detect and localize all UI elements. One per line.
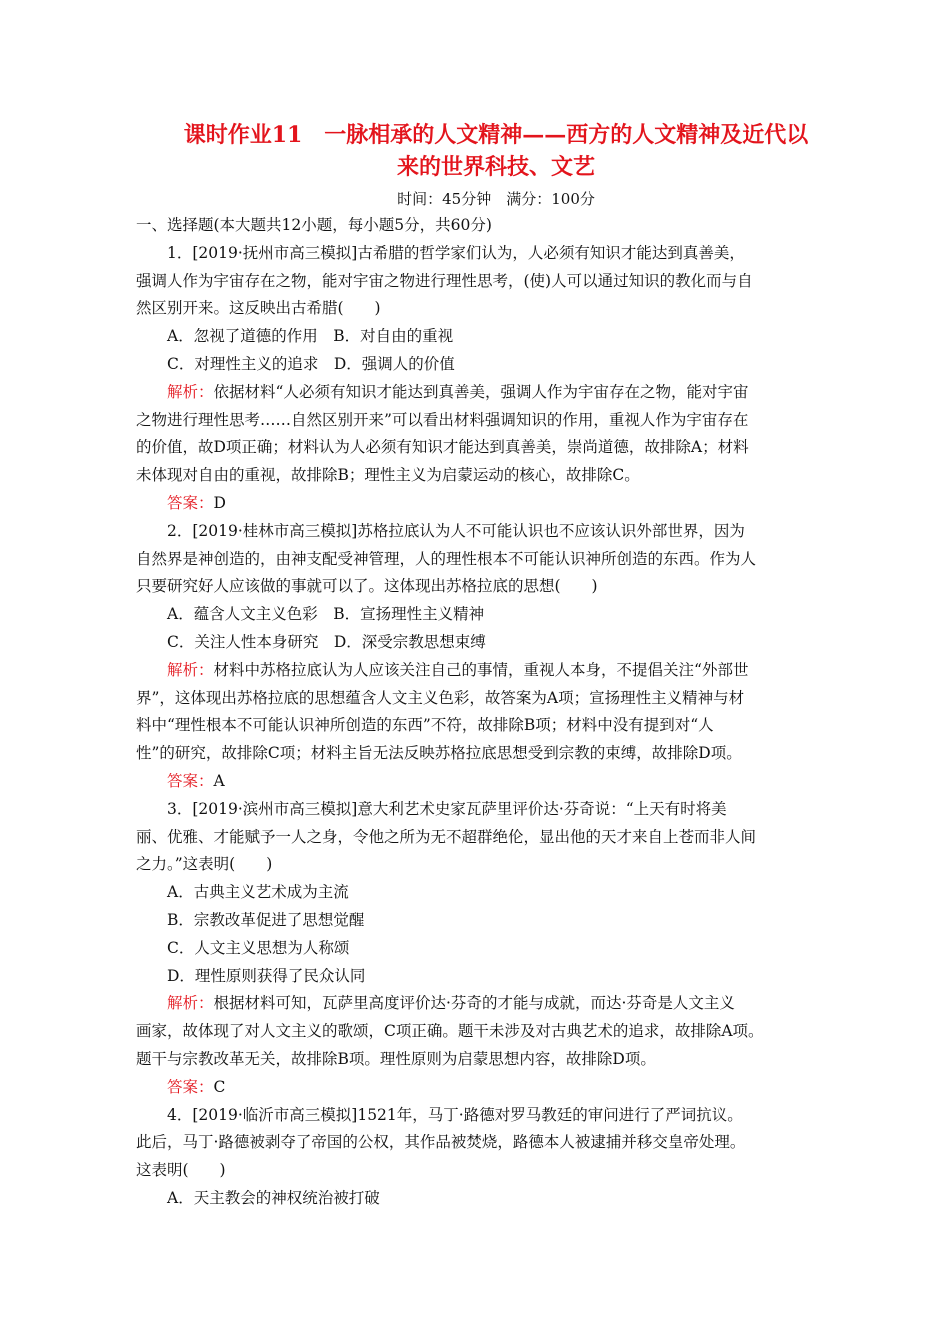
analysis-line: 未体现对自由的重视，故排除B；理性主义为启蒙运动的核心，故排除C。: [136, 466, 640, 485]
question-stem-line: 3．[2019·滨州市高三模拟]意大利艺术史家瓦萨里评价达·芬奇说：“上天有时将美: [167, 799, 727, 818]
analysis-text: 材料中苏格拉底认为人应该关注自己的事情，重视人本身，不提倡关注“外部世: [213, 660, 749, 679]
answer-line: [136, 768, 816, 796]
analysis-label: 解析：: [167, 660, 214, 679]
option-line: D．理性原则获得了民众认同: [167, 966, 366, 985]
question-stem-line: 强调人作为宇宙存在之物，能对宇宙之物进行理性思考，(使)人可以通过知识的教化而与自: [136, 271, 753, 290]
question-stem-line: 2．[2019·桂林市高三模拟]苏格拉底认为人不可能认识也不应该认识外部世界，因为: [167, 521, 745, 540]
analysis-line: 界”，这体现出苏格拉底的思想蕴含人文主义色彩，故答案为A项；宣扬理性主义精神与材: [136, 688, 745, 707]
analysis-text: 依据材料“人必须有知识才能达到真善美，强调人作为宇宙存在之物，能对宇宙: [213, 382, 749, 401]
option-line: A．天主教会的神权统治被打破: [167, 1188, 380, 1207]
analysis-label: 解析：: [167, 382, 214, 401]
analysis-line: 画家，故体现了对人文主义的歌颂，C项正确。题干未涉及对古典艺术的追求，故排除A项。: [136, 1022, 764, 1041]
option-line: C．对理性主义的追求 D．强调人的价值: [167, 354, 455, 373]
option-line: A．忽视了道德的作用 B．对自由的重视: [167, 327, 454, 346]
question-3: [136, 796, 816, 1102]
page-title: [136, 119, 856, 183]
analysis-text: 根据材料可知，瓦萨里高度评价达·芬奇的才能与成就，而达·芬奇是人文主义: [213, 994, 735, 1013]
answer-value: A: [213, 771, 225, 790]
question-stem-line: 然区别开来。这反映出古希腊( ): [136, 299, 381, 318]
section-heading: 一、选择题(本大题共12小题，每小题5分，共60分): [136, 216, 492, 234]
time-score-line: 时间：45分钟 满分：100分: [397, 190, 595, 208]
title-line-2: 来的世界科技、文艺: [396, 154, 595, 180]
option-line: C．关注人性本身研究 D．深受宗教思想束缚: [167, 632, 486, 651]
answer-line: [136, 490, 816, 518]
option-line: C．人文主义思想为人称颂: [167, 938, 350, 957]
analysis-line: [136, 379, 816, 407]
question-stem-line: 丽、优雅、才能赋予一人之身，令他之所为无不超群绝伦，显出他的天才来自上苍而非人间: [136, 827, 757, 846]
answer-label: 答案：: [167, 1077, 214, 1096]
analysis-line: 之物进行理性思考……自然区别开来”可以看出材料强调知识的作用，重视人作为宇宙存在: [136, 410, 749, 429]
question-stem-line: 4．[2019·临沂市高三模拟]1521年，马丁·路德对罗马教廷的审问进行了严词抗议。: [167, 1105, 743, 1124]
analysis-line: 题干与宗教改革无关，故排除B项。理性原则为启蒙思想内容，故排除D项。: [136, 1049, 656, 1068]
question-stem-line: 只要研究好人应该做的事就可以了。这体现出苏格拉底的思想( ): [136, 577, 598, 596]
analysis-line: [136, 657, 816, 685]
question-stem-line: 此后，马丁·路德被剥夺了帝国的公权，其作品被焚烧，路德本人被逮捕并移交皇帝处理。: [136, 1133, 746, 1152]
question-2: [136, 518, 816, 796]
question-stem-line: 这表明( ): [136, 1161, 226, 1180]
question-stem-line: 之力。”这表明( ): [136, 855, 273, 874]
answer-value: C: [213, 1077, 226, 1096]
option-line: A．蕴含人文主义色彩 B．宣扬理性主义精神: [167, 605, 485, 624]
analysis-line: 料中“理性根本不可能认识神所创造的东西”不符，故排除B项；材料中没有提到对“人: [136, 716, 714, 735]
analysis-line: [136, 990, 816, 1018]
analysis-line: 的价值，故D项正确；材料认为人必须有知识才能达到真善美，崇尚道德，故排除A；材料: [136, 438, 749, 457]
question-4: [136, 1102, 816, 1213]
option-line: A．古典主义艺术成为主流: [167, 883, 349, 902]
question-stem-line: 1．[2019·抚州市高三模拟]古希腊的哲学家们认为，人必须有知识才能达到真善美，: [167, 243, 745, 262]
question-stem-line: 自然界是神创造的，由神支配受神管理，人的理性根本不可能认识神所创造的东西。作为人: [136, 549, 757, 568]
analysis-line: 性”的研究，故排除C项；材料主旨无法反映苏格拉底思想受到宗教的束缚，故排除D项。: [136, 744, 742, 763]
answer-value: D: [213, 493, 226, 512]
document-body: [136, 212, 816, 1213]
title-line-1: 课时作业11 一脉相承的人文精神——西方的人文精神及近代以: [183, 122, 809, 148]
question-1: [136, 240, 816, 518]
answer-line: [136, 1074, 816, 1102]
answer-label: 答案：: [167, 493, 214, 512]
option-line: B．宗教改革促进了思想觉醒: [167, 910, 365, 929]
analysis-label: 解析：: [167, 994, 214, 1013]
answer-label: 答案：: [167, 771, 214, 790]
